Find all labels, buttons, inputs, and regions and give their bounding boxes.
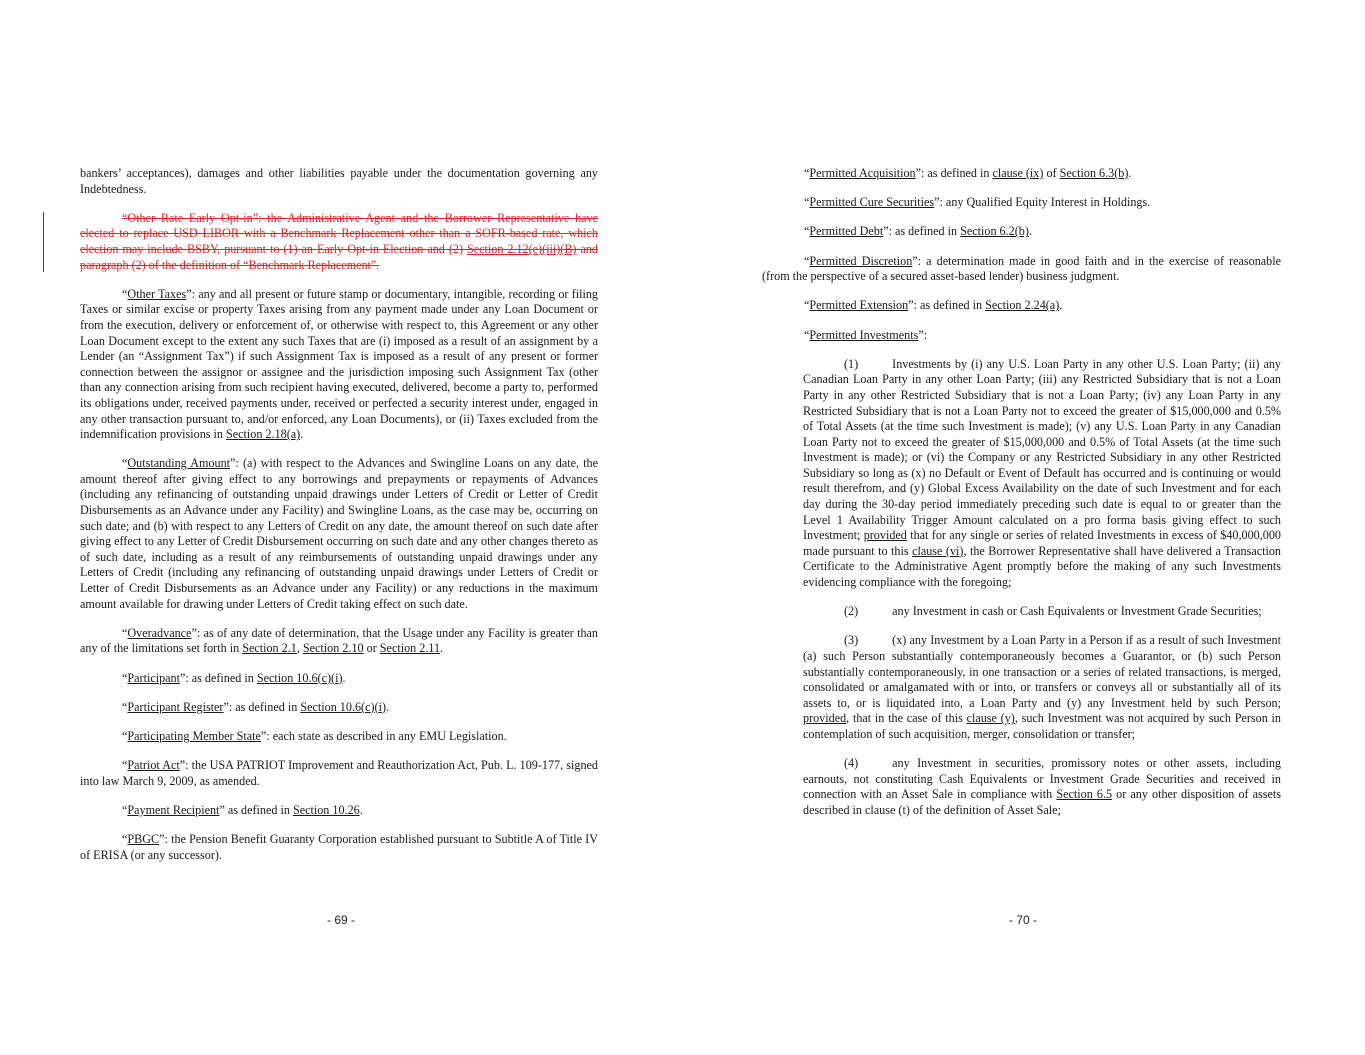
section-link[interactable]: Section 10.6(c)(i) <box>256 670 343 685</box>
definition-text: ”: (a) with respect to the Advances and Swingline Loans on any date, the amount thereof after giving effect to any borrowings and prepayments or repayments of Advances (including any refinancing of outstanding unpaid drawings under Letters of Credit or Letter of Credit Disbursements as an Advance under any Facility) and Swingline Loans, as the case may be, occurring on such date; and (b) with respect to any Letters of Credit on any date, the amount thereof on such date after giving effect to any Letter of Credit Disbursement occurring on such date and any other changes thereto as of such date, including as a result of any reimbursements of outstanding unpaid drawings under any Letters of Credit (including any refinancing of outstanding unpaid drawings under Letters of Credit or Letter of Credit Disbursements as an Advance under any Facility) or any reductions in the maximum amount available for drawing under Letters of Credit taking effect on such date. <box>80 456 598 611</box>
definition-text: ”: as defined in <box>908 298 986 313</box>
definition-text: ” as defined in <box>219 802 293 817</box>
list-item-3 <box>803 633 1281 742</box>
definition-text: ”: as defined in <box>915 166 993 180</box>
paragraph-continuation <box>80 166 598 197</box>
defined-term: PBGC <box>127 832 160 847</box>
deleted-definition-other-rate-early-opt-in <box>80 211 598 273</box>
definition-overadvance: “Overadvance”: as of any date of determination, that the Usage under any Facility is greater than any of the limitations set forth in Section 2.1, Section 2.10 or Section 2.11. <box>80 625 598 656</box>
definition-participant: “Participant”: as defined in Section 10.6(c)(i). <box>122 670 346 685</box>
section-link[interactable]: Section 6.5 <box>1056 787 1113 802</box>
definition-permitted-investments: “Permitted Investments”: <box>804 327 928 342</box>
item-text: that for any single or series of related Investments in excess of $40,000,000 made pursuant to this <box>803 528 1281 558</box>
punctuation: . <box>300 427 304 442</box>
definition-payment-recipient: “Payment Recipient” as defined in Section 10.26. <box>122 802 363 817</box>
defined-term: Permitted Extension <box>809 298 909 313</box>
punctuation: . <box>342 670 346 685</box>
item-text: any Investment in securities, promissory notes or other assets, including earnouts, not constituting Cash Equivalents or Investment Grade Securities and received in connection with an Asset Sale in compliance with <box>803 756 1281 802</box>
definition-pbgc: “PBGC”: the Pension Benefit Guaranty Corporation established pursuant to Subtitle A of Title IV of ERISA (or any successor). <box>80 832 598 862</box>
definition-permitted-debt: “Permitted Debt”: as defined in Section 6.2(b). <box>804 224 1032 239</box>
list-item-4 <box>803 756 1281 818</box>
definition-text: ”: as defined in <box>883 224 961 239</box>
definition-participating-member-state: “Participating Member State”: each state as described in any EMU Legislation. <box>122 728 507 743</box>
item-text: or any other disposition of assets described in clause (t) of the definition of Asset Sale; <box>803 787 1281 817</box>
definition-text: ”: any and all present or future stamp or documentary, intangible, recording or filing Taxes or similar excise or property Taxes arising from any payment made under any Loan Document or from the execution, delivery or enforcement of, or otherwise with respect to, this Agreement or any other Loan Document except to the extent any such Taxes that are (i) imposed as a result of an assignment by a Lender (an “Assignment Tax”) if such Assignment Tax is imposed as a result of any present or former connection between the assignor or assignee and the jurisdiction imposing such Assignment Tax (other than any connection arising from such recipient having executed, delivered, become a party to, performed its obligations under, received payments under, received or perfected a security interest under, engaged in any other transaction pursuant to, and/or enforced, any Loan Documents), or (ii) Taxes excluded from the indemnification provisions in <box>80 286 598 442</box>
definition-text: ”: as of any date of determination, that the Usage under any Facility is greater than any of the limitations set forth in <box>80 625 598 656</box>
list-item-1 <box>803 357 1281 591</box>
section-link[interactable]: Section 6.2(b) <box>960 224 1029 239</box>
definition-permitted-acquisition: “Permitted Acquisition”: as defined in clause (ix) of Section 6.3(b). <box>804 166 1132 180</box>
section-link[interactable]: Section 2.24(a) <box>985 298 1060 313</box>
item-text: (x) any Investment by a Loan Party in a Person if as a result of such Investment (a) such Person substantially contemporaneously becomes a Guarantor, or (b) such Person substantially contemporaneously, in one transaction or a series of related transactions, is merged, consolidated or amalgamated with or into, or transfers or conveys all or substantially all of its assets to, or is liquidated into, a Loan Party and (y) any Investment held by such Person; <box>803 633 1281 710</box>
item-text: Investments by (i) any U.S. Loan Party in any other U.S. Loan Party; (ii) any Canadian Loan Party in any other Loan Party; (iii) any Restricted Subsidiary that is not a Loan Party in any other Restricted Subsidiary that is not a Loan Party; (iv) any Loan Party in any Restricted Subsidiary that is not a Loan Party not to exceed the greater of $15,000,000 and 0.5% of Total Assets (at the time such Investment is made); (v) any U.S. Loan Party in any Canadian Loan Party not to exceed the greater of $15,000,000 and 0.5% of Total Assets (at the time such Investment is made); or (vi) the Company or any Restricted Subsidiary in any other Restricted Subsidiary so long as (x) no Default or Event of Default has occurred and is continuing or would result therefrom, and (y) Global Excess Availability on the date of such Investment and for each day during the 30-day period immediately preceding such date is equal to or greater than the Level 1 Availability Trigger Amount calculated on a pro forma basis giving effect to such Investment; <box>803 356 1281 543</box>
defined-term: Permitted Acquisition <box>809 166 916 180</box>
punctuation: . <box>1059 298 1063 313</box>
definition-text: ”: the USA PATRIOT Improvement and Reauthorization Act, Pub. L. 109-177, signed into law March 9, 2009, as amended. <box>80 758 598 788</box>
item-text: , the Borrower Representative shall have delivered a Transaction Certificate to the Administrative Agent promptly before the making of any such Investments evidencing compliance with the foregoing; <box>803 543 1281 590</box>
defined-term: Permitted Discretion <box>809 253 913 268</box>
defined-term: Outstanding Amount <box>127 456 231 471</box>
punctuation: . <box>359 802 363 817</box>
item-number: (3) <box>844 633 859 648</box>
paragraph-text: bankers’ acceptances), damages and other liabilities payable under the documentation governing any Indebtedness. <box>80 166 598 196</box>
definition-other-taxes: “Other Taxes”: any and all present or future stamp or documentary, intangible, recording or filing Taxes or similar excise or property Taxes arising from any payment made under any Loan Document or from the execution, delivery or enforcement of, or otherwise with respect to, this Agreement or any other Loan Document except to the extent any such Taxes that are (i) imposed as a result of an assignment by a Lender (an “Assignment Tax”) if such Assignment Tax is imposed as a result of any present or former connection between the assignor or assignee and the jurisdiction imposing such Assignment Tax (other than any connection arising from such recipient having executed, delivered, become a party to, performed its obligations under, received payments under, received or perfected a security interest under, engaged in any other transaction pursuant to, and/or enforced, any Loan Documents), or (ii) Taxes excluded from the indemnification provisions in Section 2.18(a). <box>80 286 598 442</box>
item-text: , such Investment was not acquired by such Person in contemplation of such acquisition, merger, consolidation or transfer; <box>803 711 1282 741</box>
item-number: (4) <box>844 756 859 771</box>
defined-term: Payment Recipient <box>127 802 220 817</box>
underlined-term: provided <box>863 528 907 543</box>
defined-term: Participating Member State <box>127 728 261 743</box>
section-link[interactable]: Section 2.1 <box>242 641 297 656</box>
definition-permitted-cure-securities: “Permitted Cure Securities”: any Qualified Equity Interest in Holdings. <box>804 195 1151 210</box>
connector: of <box>1043 166 1060 180</box>
defined-term: Overadvance <box>127 625 192 640</box>
defined-term: Permitted Investments <box>809 327 919 342</box>
page-number-right: - 70 - <box>1009 913 1038 927</box>
list-item-2 <box>803 604 1281 620</box>
section-link[interactable]: Section 10.26 <box>292 802 360 817</box>
definition-text: ”: a determination made in good faith and in the exercise of reasonable (from the perspective of a secured asset-based lender) business judgment. <box>762 253 1281 284</box>
deleted-text: “Other Rate Early Opt-in”: the Administrative Agent and the Borrower Representative have elected to replace USD LIBOR with a Benchmark Replacement other than a SOFR-based rate, which election may include BSBY, pursuant to (1) an Early Opt-in Election and (2) <box>80 210 598 256</box>
section-link[interactable]: Section 6.3(b) <box>1059 166 1129 180</box>
underlined-term: provided <box>803 711 847 726</box>
punctuation: . <box>386 699 390 714</box>
defined-term: Permitted Debt <box>809 224 884 239</box>
item-text: , that in the case of this <box>846 711 967 726</box>
definition-participant-register: “Participant Register”: as defined in Section 10.6(c)(i). <box>122 699 390 714</box>
page-number-left: - 69 - <box>327 913 356 927</box>
item-text: any Investment in cash or Cash Equivalents or Investment Grade Securities; <box>892 604 1262 619</box>
separator: , <box>296 641 303 656</box>
defined-term: Patriot Act <box>127 758 180 773</box>
section-link[interactable]: Section 2.18(a) <box>226 427 301 442</box>
definition-text: ”: the Pension Benefit Guaranty Corporation established pursuant to Subtitle A of Title IV of ERISA (or any successor). <box>80 832 598 862</box>
change-bar <box>43 212 44 272</box>
definition-text: ”: as defined in <box>223 699 301 714</box>
definition-text: ”: <box>918 327 928 342</box>
page-left <box>80 166 598 877</box>
item-number: (1) <box>844 356 859 371</box>
section-link[interactable]: Section 2.12(e)(iii)(B) <box>466 241 577 256</box>
separator: or <box>363 641 380 656</box>
section-link[interactable]: Section 10.6(c)(i) <box>300 699 386 714</box>
definition-text: ”: as defined in <box>179 670 257 685</box>
punctuation: . <box>1128 166 1132 180</box>
defined-term: Participant Register <box>127 699 224 714</box>
defined-term: Permitted Cure Securities <box>809 195 935 210</box>
deleted-text-tail: and paragraph (2) of the definition of “Benchmark Replacement”. <box>80 241 598 272</box>
definition-patriot-act: “Patriot Act”: the USA PATRIOT Improvement and Reauthorization Act, Pub. L. 109-177, signed into law March 9, 2009, as amended. <box>80 758 598 788</box>
item-number: (2) <box>844 604 859 619</box>
section-link[interactable]: Section 2.11 <box>379 641 441 656</box>
page-right <box>762 166 1281 832</box>
definition-text: ”: each state as described in any EMU Legislation. <box>260 728 507 743</box>
defined-term: Other Taxes <box>127 286 187 301</box>
definition-permitted-discretion: “Permitted Discretion”: a determination made in good faith and in the exercise of reasonable (from the perspective of a secured asset-based lender) business judgment. <box>762 253 1281 284</box>
defined-term: Participant <box>127 670 180 685</box>
section-link[interactable]: Section 2.10 <box>302 641 364 656</box>
punctuation: . <box>1028 224 1032 239</box>
clause-link[interactable]: clause (vi) <box>912 543 964 558</box>
definition-permitted-extension: “Permitted Extension”: as defined in Section 2.24(a). <box>804 298 1063 313</box>
punctuation: . <box>440 641 444 656</box>
clause-link[interactable]: clause (y) <box>966 711 1015 726</box>
clause-link[interactable]: clause (ix) <box>992 166 1044 180</box>
definition-text: ”: any Qualified Equity Interest in Holdings. <box>934 195 1151 210</box>
definition-outstanding-amount: “Outstanding Amount”: (a) with respect to the Advances and Swingline Loans on any date, the amount thereof after giving effect to any borrowings and prepayments or repayments of Advances (including any refinancing of outstanding unpaid drawings under Letters of Credit or Letter of Credit Disbursements as an Advance under any Facility) and Swingline Loans, as the case may be, occurring on such date; and (b) with respect to any Letters of Credit on any date, the amount thereof on such date after giving effect to any Letter of Credit Disbursement occurring on such date and any other changes thereto as of such date, including as a result of any reimbursements of outstanding unpaid drawings under any Letters of Credit (including any refinancing of outstanding unpaid drawings under Letters of Credit or Letter of Credit Disbursements as an Advance under any Facility) or any reductions in the maximum amount available for drawing under Letters of Credit taking effect on such date. <box>80 456 598 611</box>
